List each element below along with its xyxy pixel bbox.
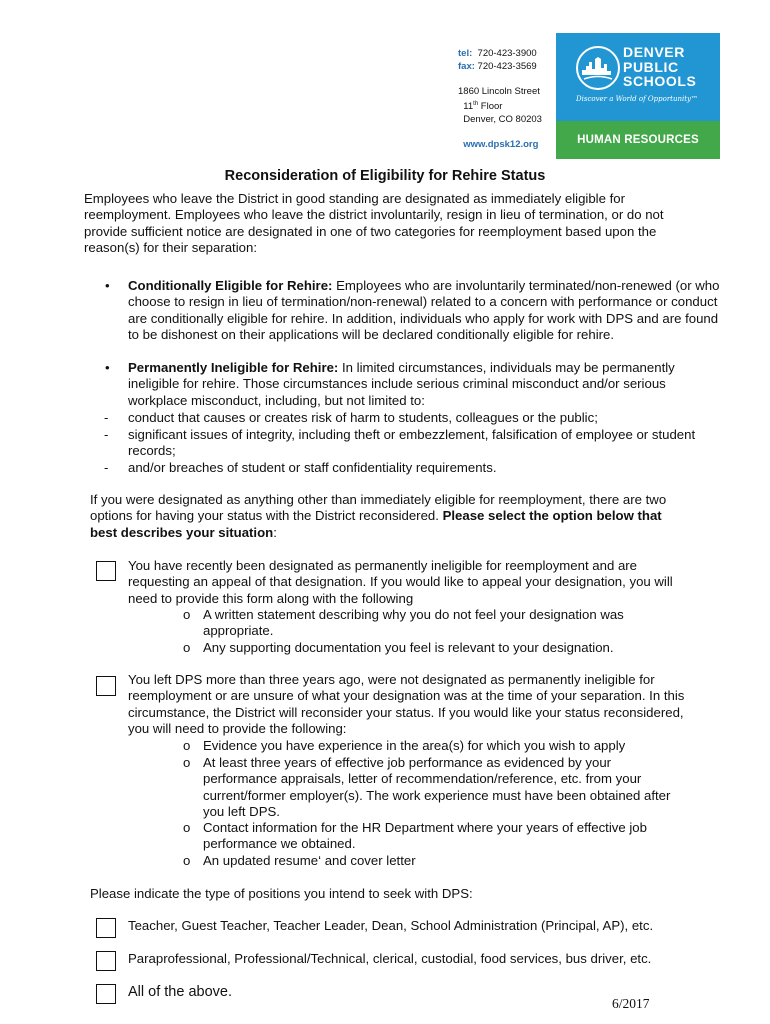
sub-bullet: o (183, 755, 191, 770)
option-appeal-item-1: A written statement describing why you do not feel your designation was appropriate. (203, 607, 624, 639)
option-reconsider-item-3: Contact information for the HR Department where your years of effective job performance we obtained. (203, 820, 647, 852)
position-teacher-checkbox[interactable] (96, 918, 116, 938)
sub-bullet: o (183, 640, 191, 655)
bullet-1: • (105, 278, 110, 293)
city-line: Denver, CO 80203 (463, 114, 542, 126)
logo-tagline: Discover a World of Opportunity™ (576, 95, 698, 103)
logo-wordmark: DENVER PUBLIC SCHOOLS (623, 44, 697, 89)
dash-item-harm: conduct that causes or creates risk of harm to students, colleagues or the public; (128, 410, 598, 425)
revision-date: 6/2017 (612, 996, 650, 1011)
dash-2: - (104, 427, 109, 442)
position-all-checkbox[interactable] (96, 984, 116, 1004)
sub-bullet: o (183, 738, 191, 753)
option-reconsider-item-4: An updated resume‘ and cover letter (203, 853, 416, 868)
tel-label: tel: (458, 48, 473, 59)
intro-paragraph: Employees who leave the District in good standing are designated as immediately eligible for reemployment. Employees who leave the district involuntarily, resign in lieu of termination, or do not provide sufficient notice are designated in one of two categories for reemployment based upon the reason(s) for their separation: (84, 191, 664, 256)
option-appeal-item-2: Any supporting documentation you feel is relevant to your designation. (203, 640, 614, 655)
option-reconsider-checkbox[interactable] (96, 676, 116, 696)
hr-band: HUMAN RESOURCES (556, 121, 720, 159)
tel-number: 720-423-3900 (477, 48, 537, 59)
sub-bullet: o (183, 607, 191, 622)
option-reconsider-item-1: Evidence you have experience in the area(s) for which you wish to apply (203, 738, 626, 753)
option-appeal-text: You have recently been designated as permanently ineligible for reemployment and are requesting an appeal of that designation. If you would like to appeal your designation, you will need to provide this form along with the following (128, 558, 673, 606)
dash-1: - (104, 410, 109, 425)
positions-prompt: Please indicate the type of positions you intend to seek with DPS: (90, 886, 473, 901)
option-reconsider-item-2: At least three years of effective job performance as evidenced by your performance appraisals, letter of recommendation/reference, etc. from your current/former employer(s). The work experience must have been obtained after you left DPS. (203, 755, 671, 820)
website-link[interactable]: www.dpsk12.org (458, 139, 539, 151)
form-title: Reconsideration of Eligibility for Rehire Status (224, 168, 546, 184)
dash-3: - (104, 460, 109, 475)
position-para-checkbox[interactable] (96, 951, 116, 971)
fax-number: 720-423-3569 (477, 61, 537, 72)
position-para-label: Paraprofessional, Professional/Technical, clerical, custodial, food services, bus driver, etc. (128, 951, 652, 966)
bullet-2: • (105, 360, 110, 375)
options-intro: If you were designated as anything other than immediately eligible for reemployment, there are two options for having your status with the District reconsidered. Please select the option below that best describes your situation: (90, 492, 667, 540)
street-address: 1860 Lincoln Street (458, 86, 540, 97)
option-reconsider-text: You left DPS more than three years ago, were not designated as permanently ineligible for reemployment or are unsure of what your designation was at the time of your separation. In this circumstance, the District will reconsider your status. If you would like your status reconsidered, you will need to provide the following: (128, 672, 685, 737)
contact-block (458, 47, 542, 151)
dps-logo (556, 33, 720, 121)
position-teacher-label: Teacher, Guest Teacher, Teacher Leader, Dean, School Administration (Principal, AP), etc. (128, 918, 654, 933)
category-permanent: Permanently Ineligible for Rehire: In limited circumstances, individuals may be permanently ineligible for rehire. Those circumstances include serious criminal misconduct and/or serious workplace misconduct, including, but not limited to: (128, 360, 675, 408)
category-conditional: Conditionally Eligible for Rehire: Employees who are involuntarily terminated/non-renewed (or who choose to resign in lieu of termination/non-renewal) related to a concern with performance or conduct are conditionally eligible for rehire. In addition, individuals who apply for work with DPS and are found to be dishonest on their applications will be declared conditionally eligible for rehire. (128, 278, 720, 343)
skyline-icon (576, 46, 620, 90)
sub-bullet: o (183, 853, 191, 868)
position-all-label: All of the above. (128, 984, 232, 1000)
fax-label: fax: (458, 61, 475, 72)
floor-line: 11th Floor (463, 101, 503, 113)
sub-bullet: o (183, 820, 191, 835)
dash-item-confidentiality: and/or breaches of student or staff confidentiality requirements. (128, 460, 497, 475)
option-appeal-checkbox[interactable] (96, 561, 116, 581)
dash-item-integrity: significant issues of integrity, including theft or embezzlement, falsification of employee or student records; (128, 427, 696, 459)
